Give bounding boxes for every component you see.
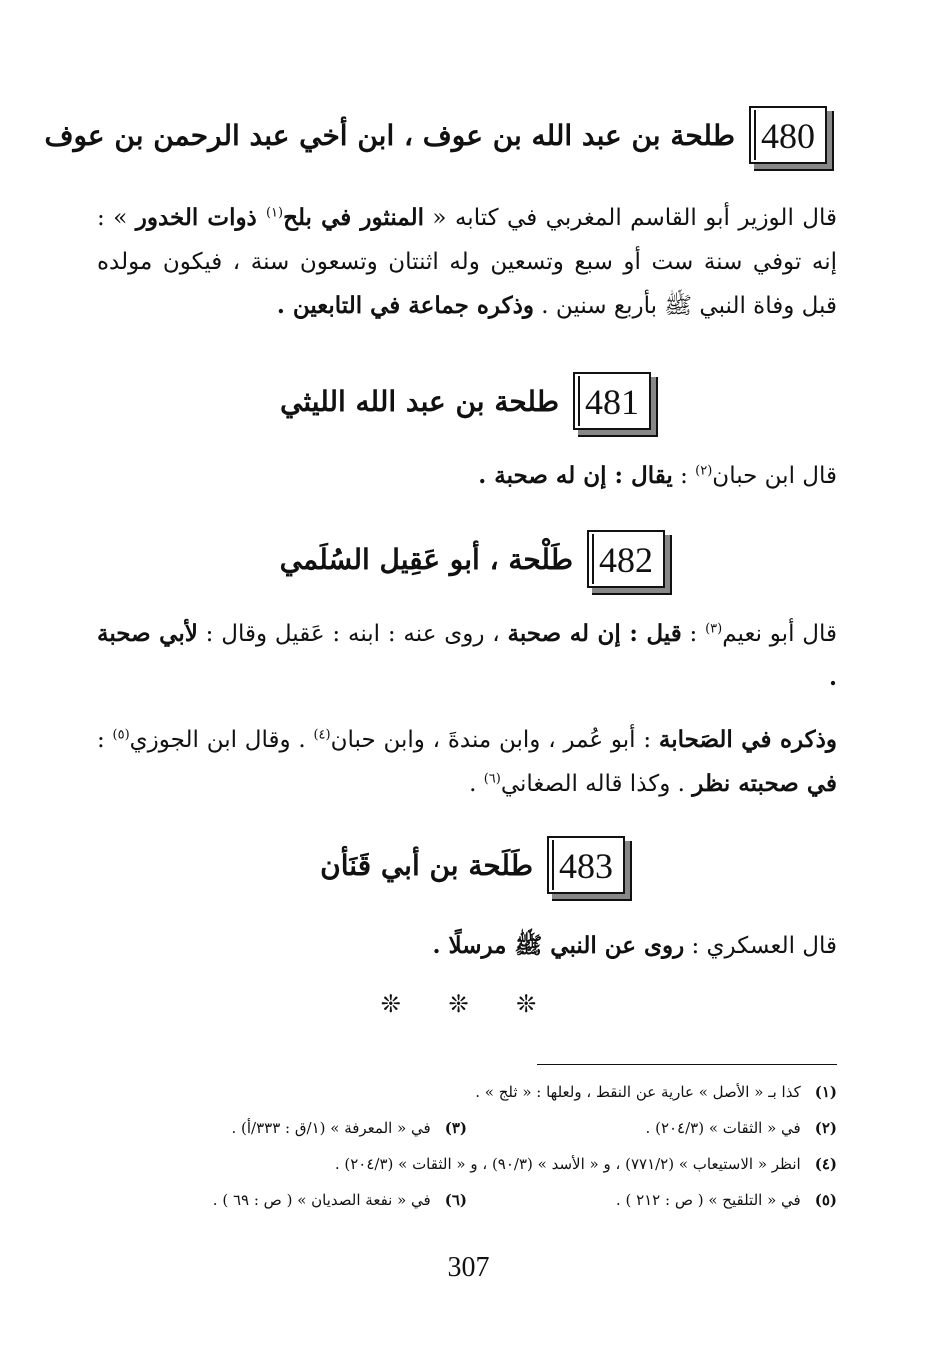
entry-483-heading bbox=[320, 836, 625, 894]
footnote-2: (٢) في « الثقات » (٢٠٤/٣) . bbox=[645, 1119, 837, 1137]
footnote-row bbox=[97, 1110, 837, 1146]
entry-482-body-1: قال أبو نعيم$^{(٣)}$ : قيل : إن له صحبة ، روى عنه : ابنه : عَقيل وقال : لأبي صحبة . bbox=[97, 620, 838, 691]
footnote-ref: (١) bbox=[265, 205, 284, 221]
footnote-1: (١) كذا بـ « الأصل » عارية عن النقط ، ولعلها : « ثلج » . bbox=[475, 1083, 837, 1101]
footnote-row bbox=[97, 1182, 837, 1218]
entry-number-box: 480 bbox=[749, 106, 827, 164]
entry-481-heading bbox=[280, 372, 651, 430]
entry-480-body: قال الوزير أبو القاسم المغربي في كتابه « المنثور في بلح$^{(١)}$ ذوات الخدور » : إنه توفي سنة ست أو سبع وتسعين وله اثنتان وتسعون سنة ، فيكون مولده قبل وفاة النبي ﷺ بأربع سنين . وذكره جماعة في التابعين . bbox=[97, 204, 837, 319]
entry-481-body: قال ابن حبان$^{(٢)}$ : يقال : إن له صحبة . bbox=[478, 462, 837, 489]
entry-482-body-2: وذكره في الصَحابة : أبو عُمر ، وابن مندةَ ، وابن حبان$^{(٤)}$ . وقال ابن الجوزي$^{(٥)}$ : في صحبته نظر . وكذا قاله الصغاني$^{(٦)}$ . bbox=[97, 726, 837, 797]
footnote-row bbox=[97, 1074, 837, 1110]
footnote-4: (٤) انظر « الاستيعاب » (٧٧١/٢) ، و « الأسد » (٩٠/٣) ، و « الثقات » (٢٠٤/٣) . bbox=[334, 1155, 837, 1173]
entry-number-box: 481 bbox=[573, 372, 651, 430]
entry-title: طلحة بن عبد الله الليثي bbox=[279, 384, 559, 418]
entry-483-body: قال العسكري : روى عن النبي ﷺ مرسلًا . bbox=[432, 932, 837, 959]
footnote-ref: (٥) bbox=[112, 727, 130, 743]
entry-title: طَلَحة بن أبي قَنَأن bbox=[320, 848, 533, 882]
entry-482-heading bbox=[280, 530, 665, 588]
footnote-ref: (٢) bbox=[695, 463, 713, 479]
footnote-ref: (٣) bbox=[705, 621, 723, 637]
footnote-row bbox=[97, 1146, 837, 1182]
entry-number-box: 482 bbox=[587, 530, 665, 588]
footnote-divider bbox=[537, 1064, 837, 1065]
page-number: 307 bbox=[447, 1252, 490, 1283]
footnote-5: (٥) في « التلقيح » ( ص : ٢١٢ ) . bbox=[615, 1191, 837, 1209]
footnote-3: (٣) في « المعرفة » (١/ق : ٣٣٣/أ) . bbox=[231, 1119, 467, 1137]
entry-title: طَلْحة ، أبو عَقِيل السُلَمي bbox=[279, 542, 573, 576]
entry-title: طلحة بن عبد الله بن عوف ، ابن أخي عبد الرحمن بن عوف bbox=[44, 118, 735, 152]
entry-number-box: 483 bbox=[547, 836, 625, 894]
footnote-ref: (٦) bbox=[483, 771, 501, 787]
section-separator: ❊ ❊ ❊ bbox=[380, 990, 557, 1018]
entry-480-heading bbox=[44, 106, 827, 164]
footnotes bbox=[97, 1074, 837, 1218]
footnote-ref: (٤) bbox=[313, 727, 331, 743]
footnote-6: (٦) في « نفعة الصديان » ( ص : ٦٩ ) . bbox=[212, 1191, 467, 1209]
